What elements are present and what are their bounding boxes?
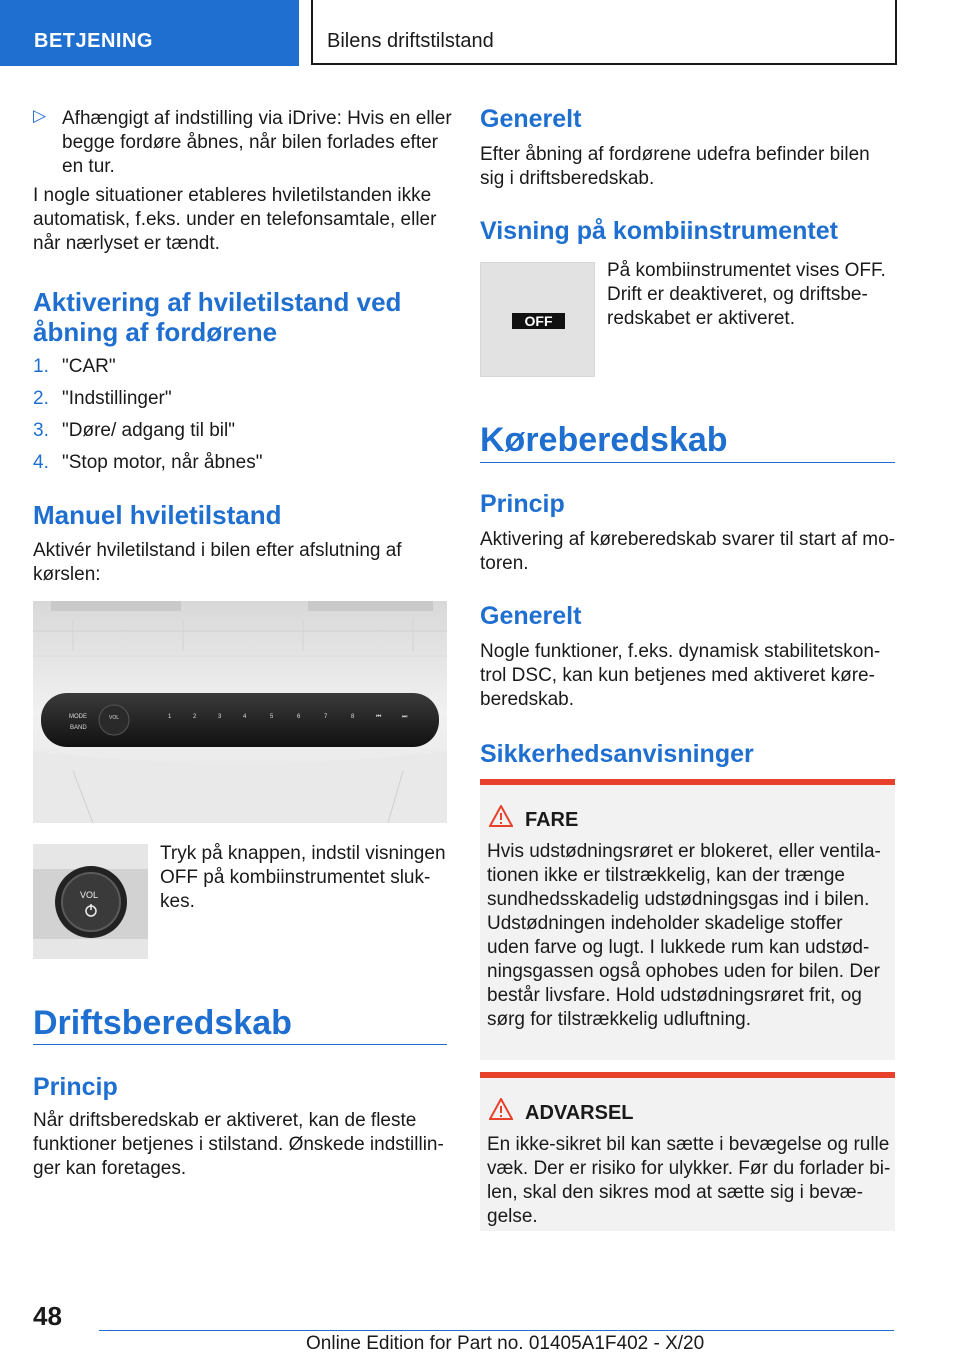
text-line: Udstødningen indeholder skadelige stoffer [487, 913, 843, 934]
heading-line: åbning af fordørene [33, 317, 278, 347]
step-number: 1. [33, 356, 49, 377]
text-line: sig i driftsberedskab. [480, 168, 655, 189]
step-number: 2. [33, 388, 49, 409]
section-tab[interactable] [0, 0, 299, 66]
band-label: BAND [70, 725, 87, 731]
text-line: ger kan foretages. [33, 1158, 187, 1179]
control-panel-image [33, 601, 447, 823]
text-line: kes. [160, 891, 195, 912]
text-line: En ikke-sikret bil kan sætte i bevægelse og rulle [487, 1134, 890, 1155]
control-panel-illustration [33, 601, 447, 823]
heading-princip: Princip [33, 1073, 118, 1101]
steps-list [33, 356, 447, 486]
text-line: OFF på kombiinstrumentet sluk- [160, 867, 431, 888]
instrument-off-image [480, 262, 595, 377]
danger-text [487, 840, 897, 1032]
text-line: tionen ikke er tilstrækkelig, kan der trænge [487, 865, 845, 886]
text-line: ningsgassen også ophobes uden for bilen. Der [487, 961, 880, 982]
text-line: På kombiinstrumentet vises OFF. [607, 260, 886, 281]
preset-label: 2 [193, 714, 197, 720]
text-line: Drift er deaktiveret, og driftsbe- [607, 284, 868, 305]
danger-title: FARE [525, 809, 579, 831]
generelt-paragraph [480, 143, 900, 191]
text-line: Tryk på knappen, indstil visningen [160, 843, 446, 864]
text-line: I nogle situationer etableres hviletilstanden ikke [33, 185, 432, 206]
text-line: består livsfare. Hold udstødningsrøret frit, og [487, 985, 862, 1006]
bullet-marker-icon: ▷ [33, 106, 47, 125]
text-line: uden farve og lugt. I lukkede rum kan udstød- [487, 937, 870, 958]
text-line: Aktivering af køreberedskab svarer til start af mo- [480, 529, 895, 550]
heading-visning: Visning på kombiinstrumentet [480, 217, 838, 245]
warning-text [487, 1133, 897, 1229]
heading-koreberedskab: Køreberedskab [480, 421, 728, 459]
heading-rule [33, 1044, 447, 1045]
preset-label: 3 [218, 714, 222, 720]
text-line: gelse. [487, 1206, 538, 1227]
heading-manual: Manuel hviletilstand [33, 500, 282, 530]
text-line: Nogle funktioner, f.eks. dynamisk stabilitetskon- [480, 641, 881, 662]
vol-knob-illustration [33, 844, 148, 959]
heading-line: Aktivering af hviletilstand ved [33, 287, 402, 317]
warning-box [480, 1072, 895, 1231]
step-number: 4. [33, 452, 49, 473]
generelt2-paragraph [480, 640, 900, 712]
text-line: når nærlyset er tændt. [33, 233, 220, 254]
visning-paragraph [607, 259, 897, 331]
warning-title: ADVARSEL [525, 1102, 634, 1124]
text-line: trol DSC, kan kun betjenes med aktiveret køre- [480, 665, 875, 686]
text-line: Efter åbning af fordørene udefra befinder bilen [480, 144, 870, 165]
warning-bar [480, 1072, 895, 1078]
preset-label: 5 [270, 714, 274, 720]
danger-box [480, 779, 895, 1060]
step-text: "Stop motor, når åbnes" [62, 452, 263, 473]
step-text: "CAR" [62, 356, 116, 377]
heading-rule [480, 462, 895, 463]
step-text: "Døre/ adgang til bil" [62, 420, 235, 441]
chapter-title: Bilens driftstilstand [327, 30, 494, 52]
vol-label: VOL [109, 715, 120, 721]
text-line: væk. Der er risiko for ulykker. Før du forlader bi- [487, 1158, 891, 1179]
svg-text:⏮: ⏮ [376, 713, 382, 720]
text-line: sundhedsskadelig udstødningsgas ind i bilen. [487, 889, 870, 910]
warning-triangle-icon [489, 1098, 513, 1120]
step-number: 3. [33, 420, 49, 441]
mode-label: MODE [69, 714, 87, 720]
preset-label: 7 [324, 714, 328, 720]
text-line: len, skal den sikres mod at sætte sig i bevæ- [487, 1182, 863, 1203]
manual-paragraph [33, 539, 453, 587]
heading-sikkerhed: Sikkerhedsanvisninger [480, 740, 754, 768]
knob-vol-label: VOL [80, 890, 99, 900]
danger-bar [480, 779, 895, 785]
off-indicator: OFF [512, 313, 565, 329]
preset-label: 8 [351, 714, 355, 720]
text-line: automatisk, f.eks. under en telefonsamtale, eller [33, 209, 437, 230]
heading-generelt: Generelt [480, 105, 582, 133]
princip-paragraph [33, 1109, 453, 1181]
preset-label: 6 [297, 714, 301, 720]
text-line: beredskab. [480, 689, 575, 710]
text-line: Afhængigt af indstilling via iDrive: Hvis en eller [62, 108, 452, 129]
step-text: "Indstillinger" [62, 388, 172, 409]
svg-text:⏭: ⏭ [402, 713, 408, 720]
text-line: funktioner betjenes i stilstand. Ønskede indstillin- [33, 1134, 444, 1155]
heading-princip: Princip [480, 490, 565, 518]
heading-driftsberedskab: Driftsberedskab [33, 1004, 292, 1042]
press-knob-paragraph [160, 842, 460, 914]
preset-label: 4 [243, 714, 247, 720]
text-line: redskabet er aktiveret. [607, 308, 795, 329]
vol-knob-image [33, 844, 148, 959]
princip-paragraph [480, 528, 900, 576]
heading-generelt: Generelt [480, 602, 582, 630]
text-line: kørslen: [33, 564, 101, 585]
text-line: sørg for tilstrækkelig udluftning. [487, 1009, 751, 1030]
text-line: Når driftsberedskab er aktiveret, kan de fleste [33, 1110, 417, 1131]
preset-label: 1 [168, 714, 172, 720]
heading-activation [33, 287, 401, 347]
text-line: begge fordøre åbnes, når bilen forlades efter [62, 132, 439, 153]
situations-paragraph [33, 184, 453, 256]
section-label: BETJENING [34, 30, 153, 52]
text-line: en tur. [62, 156, 115, 177]
chapter-header [311, 0, 897, 65]
page-number: 48 [33, 1301, 62, 1331]
warning-triangle-icon [489, 805, 513, 827]
text-line: toren. [480, 553, 529, 574]
edition-text: Online Edition for Part no. 01405A1F402 - X/20 [306, 1333, 705, 1354]
conditional-note [62, 107, 452, 179]
text-line: Aktivér hviletilstand i bilen efter afslutning af [33, 540, 402, 561]
footer-rule [99, 1330, 894, 1331]
text-line: Hvis udstødningsrøret er blokeret, eller ventila- [487, 841, 881, 862]
